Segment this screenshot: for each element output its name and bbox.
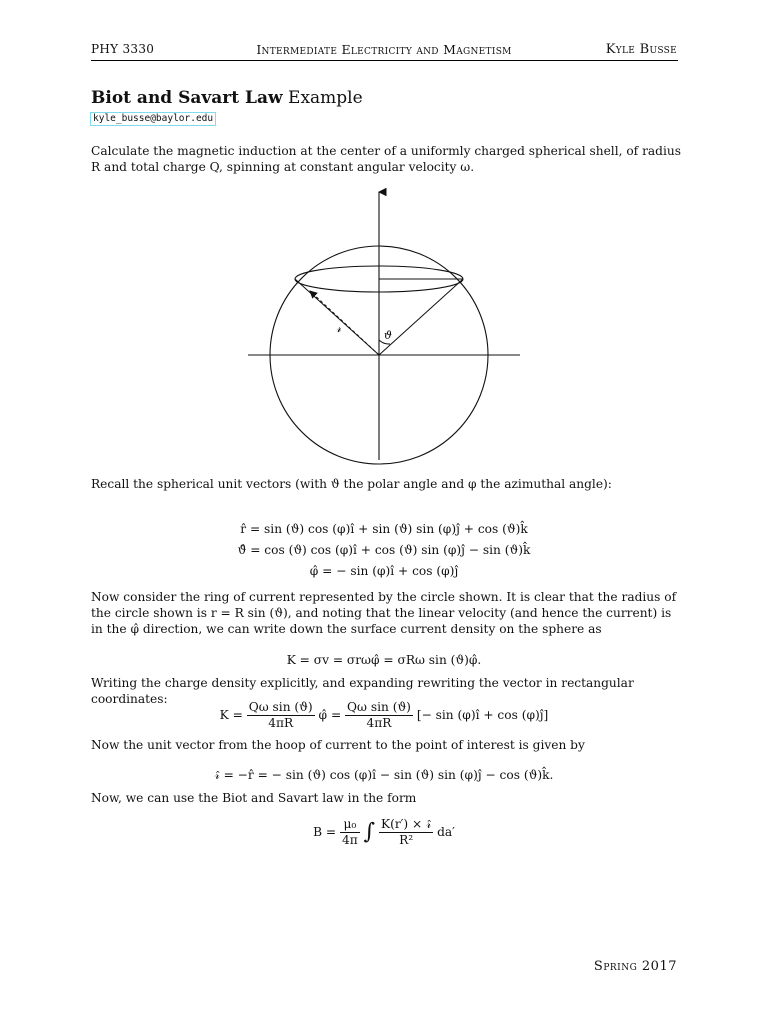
biot-savart-equation xyxy=(0,817,768,848)
fraction-2 xyxy=(345,700,413,731)
mu-fraction-den: 4π xyxy=(341,833,358,847)
current-density-equation: K = σv = σrωφ̂ = σRω sin (ϑ)φ̂. xyxy=(286,653,482,667)
integrand-den: R² xyxy=(399,833,414,847)
fraction-2-num: Qω sin (ϑ) xyxy=(347,700,411,714)
mu-fraction xyxy=(340,817,360,848)
r-hat-equation: r̂ = sin (ϑ) cos (φ)ı̂ + sin (ϑ) sin (φ)ȷ̂ + cos (ϑ)k̂ xyxy=(240,522,528,536)
script-r-label: 𝓇 xyxy=(336,321,342,335)
email-link[interactable]: kyle_busse@baylor.edu xyxy=(90,112,216,126)
recall-text: Recall the spherical unit vectors (with ϑ the polar angle and φ the azimuthal angle): xyxy=(91,477,612,491)
unit-vector-text: Now the unit vector from the hoop of current to the point of interest is given by xyxy=(91,738,585,752)
unit-vectors-block xyxy=(0,519,768,582)
sphere-figure xyxy=(248,188,528,468)
biot-savart-text: Now, we can use the Biot and Savart law in the form xyxy=(91,791,417,805)
current-density-expanded xyxy=(0,700,768,731)
integral-sign: ∫ xyxy=(363,819,376,845)
theta-label: ϑ xyxy=(384,329,392,342)
script-r-equation: 𝓇̂ = −r̂ = − sin (ϑ) cos (φ)ı̂ − sin (ϑ) sin (φ)ȷ̂ − cos (ϑ)k̂. xyxy=(214,768,554,782)
ring-paragraph: Now consider the ring of current represented by the circle shown. It is clear that the radius of the circle shown is r = R sin (ϑ), and noting that the linear velocity (and hence the current) is in the φ̂ direction, we can write down the surface current density on the sphere as xyxy=(91,590,677,636)
title-plain: Example xyxy=(288,88,363,108)
mu-fraction-num: μ₀ xyxy=(340,817,360,833)
course-number: PHY 3330 xyxy=(91,42,155,56)
title-bold: Biot and Savart Law xyxy=(91,88,283,108)
charge-density-text: Writing the charge density explicitly, and expanding rewriting the vector in rectangular coordinates: xyxy=(91,676,634,706)
k-lhs: K = xyxy=(219,708,243,722)
integrand-fraction xyxy=(379,817,433,848)
theta-hat-equation: ϑ̂ = cos (ϑ) cos (φ)ı̂ + cos (ϑ) sin (φ)ȷ̂ − sin (ϑ)k̂ xyxy=(237,543,531,557)
b-tail: da′ xyxy=(437,825,455,839)
b-lhs: B = xyxy=(313,825,337,839)
page-title xyxy=(91,88,363,108)
fraction-1-den: 4πR xyxy=(268,716,294,730)
fraction-1-num: Qω sin (ϑ) xyxy=(248,700,313,714)
course-title: Intermediate Electricity and Magnetism xyxy=(256,42,512,57)
k-tail: [− sin (φ)ı̂ + cos (φ)ȷ̂] xyxy=(416,708,549,722)
k-mid: φ̂ = xyxy=(318,708,342,722)
author-name: Kyle Busse xyxy=(605,42,677,57)
fraction-1 xyxy=(247,700,315,731)
fraction-2-den: 4πR xyxy=(366,716,392,730)
header-rule xyxy=(91,60,678,61)
integrand-num: K(r′) × 𝓇̂ xyxy=(380,817,432,831)
problem-statement: Calculate the magnetic induction at the center of a uniformly charged spherical shell, of radius R and total charge Q, spinning at constant angular velocity ω. xyxy=(91,144,681,174)
semester-footer: Spring 2017 xyxy=(593,959,677,974)
phi-hat-equation: φ̂ = − sin (φ)ı̂ + cos (φ)ȷ̂ xyxy=(309,564,459,578)
